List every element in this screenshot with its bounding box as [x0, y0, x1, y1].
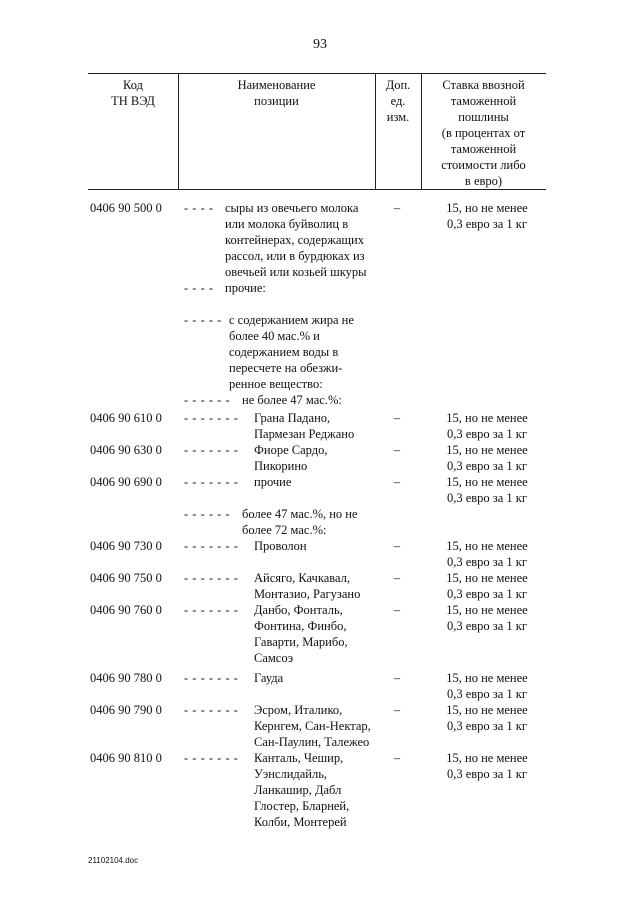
indent-dashes: - - - - - - - — [184, 443, 239, 457]
indent-dashes: - - - - - - - — [184, 751, 239, 765]
position-name: Гауда — [254, 671, 284, 685]
additional-unit: – — [393, 201, 401, 215]
commodity-code: 0406 90 810 0 — [90, 751, 162, 765]
indent-dashes: - - - - - - - — [184, 571, 239, 585]
position-name: Фиоре Сардо, Пикорино — [254, 443, 328, 473]
duty-rate: 15, но не менее 0,3 евро за 1 кг — [446, 571, 528, 601]
commodity-code: 0406 90 750 0 — [90, 571, 162, 585]
header-unit: Доп. ед. изм. — [385, 78, 411, 124]
position-name: прочие — [254, 475, 292, 489]
duty-rate: 15, но не менее 0,3 евро за 1 кг — [446, 201, 528, 231]
header-name: Наименование позиции — [237, 78, 316, 108]
commodity-code: 0406 90 500 0 — [90, 201, 162, 215]
commodity-code: 0406 90 780 0 — [90, 671, 162, 685]
additional-unit: – — [393, 703, 401, 717]
indent-dashes: - - - - - - - — [184, 411, 239, 425]
tariff-table — [88, 73, 546, 829]
additional-unit: – — [393, 603, 401, 617]
indent-dashes: - - - - - - - — [184, 603, 239, 617]
duty-rate: 15, но не менее 0,3 евро за 1 кг — [446, 751, 528, 781]
header-rate: Ставка ввозной таможенной пошлины (в процентах от таможенной стоимости либо в евро) — [441, 78, 526, 188]
additional-unit: – — [393, 475, 401, 489]
document-filename: 21102104.doc — [88, 856, 139, 865]
duty-rate: 15, но не менее 0,3 евро за 1 кг — [446, 603, 528, 633]
indent-dashes: - - - - - - - — [184, 539, 239, 553]
duty-rate: 15, но не менее 0,3 евро за 1 кг — [446, 475, 528, 505]
position-name: Данбо, Фонталь, Фонтина, Финбо, Гаварти, Марибо, Самсоэ — [254, 603, 348, 665]
duty-rate: 15, но не менее 0,3 евро за 1 кг — [446, 703, 528, 733]
additional-unit: – — [393, 411, 401, 425]
commodity-code: 0406 90 760 0 — [90, 603, 162, 617]
commodity-code: 0406 90 790 0 — [90, 703, 162, 717]
duty-rate: 15, но не менее 0,3 евро за 1 кг — [446, 411, 528, 441]
duty-rate: 15, но не менее 0,3 евро за 1 кг — [446, 671, 528, 701]
duty-rate: 15, но не менее 0,3 евро за 1 кг — [446, 443, 528, 473]
position-name: с содержанием жира не более 40 мас.% и содержанием воды в пересчете на обезжи- ренное вещество: — [229, 313, 354, 391]
indent-dashes: - - - - - - - — [184, 475, 239, 489]
additional-unit: – — [393, 571, 401, 585]
position-name: Айсяго, Качкавал, Монтазио, Рагузано — [254, 571, 361, 601]
indent-dashes: - - - - - - - — [184, 703, 239, 717]
position-name: более 47 мас.%, но не более 72 мас.%: — [242, 507, 358, 537]
indent-dashes: - - - - — [184, 201, 214, 215]
position-name: Проволон — [254, 539, 307, 553]
position-name: не более 47 мас.%: — [242, 393, 342, 407]
position-name: Эсром, Италико, Кернгем, Сан-Нектар, Сан-Паулин, Талежео — [254, 703, 371, 749]
additional-unit: – — [393, 443, 401, 457]
commodity-code: 0406 90 630 0 — [90, 443, 162, 457]
position-name: сыры из овечьего молока или молока буйволиц в контейнерах, содержащих рассол, или в бурдюках из овечьей или козьей шкуры — [225, 201, 367, 279]
indent-dashes: - - - - - - — [184, 393, 231, 407]
indent-dashes: - - - - — [184, 281, 214, 295]
indent-dashes: - - - - - - — [184, 507, 231, 521]
additional-unit: – — [393, 539, 401, 553]
additional-unit: – — [393, 751, 401, 765]
indent-dashes: - - - - - - - — [184, 671, 239, 685]
additional-unit: – — [393, 671, 401, 685]
header-code: Код ТН ВЭД — [111, 78, 155, 108]
position-name: прочие: — [225, 281, 266, 295]
page-number: 93 — [313, 37, 327, 52]
position-name: Грана Падано, Пармезан Реджано — [254, 411, 355, 441]
commodity-code: 0406 90 730 0 — [90, 539, 162, 553]
commodity-code: 0406 90 690 0 — [90, 475, 162, 489]
commodity-code: 0406 90 610 0 — [90, 411, 162, 425]
table-header — [88, 73, 546, 190]
indent-dashes: - - - - - — [184, 313, 222, 327]
duty-rate: 15, но не менее 0,3 евро за 1 кг — [446, 539, 528, 569]
position-name: Канталь, Чешир, Уэнслидайль, Ланкашир, Дабл Глостер, Бларней, Колби, Монтерей — [254, 751, 350, 829]
